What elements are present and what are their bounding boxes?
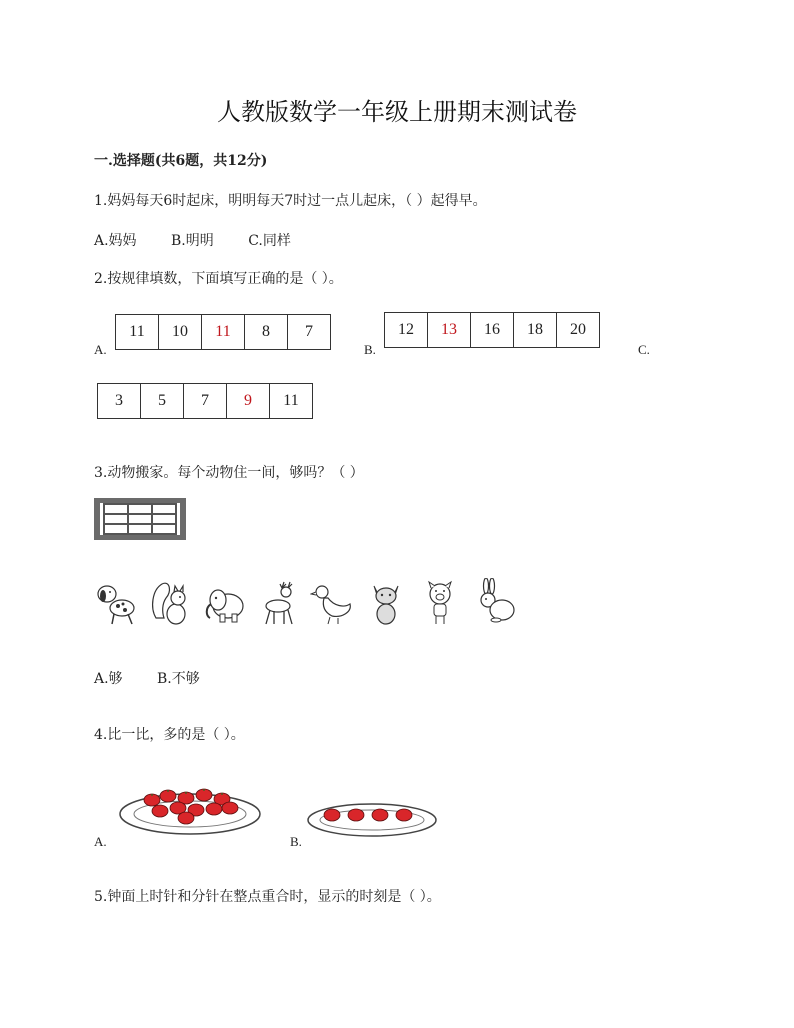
house-shelf-icon bbox=[94, 498, 186, 540]
seq-cell-highlight: 9 bbox=[227, 384, 270, 418]
seq-cell: 7 bbox=[305, 323, 313, 340]
duck-icon bbox=[310, 578, 354, 628]
seq-cell: 18 bbox=[514, 313, 557, 347]
seq-cell: 12 bbox=[385, 313, 428, 347]
plate-many-tomatoes-icon bbox=[116, 778, 264, 840]
option-a-label[interactable]: A. bbox=[94, 834, 107, 849]
question-1: 1.妈妈每天6时起床，明明每天7时过一点儿起床，（ ）起得早。 bbox=[94, 193, 487, 209]
page-title: 人教版数学一年级上册期末测试卷 bbox=[217, 98, 577, 126]
seq-cell-highlight: 13 bbox=[428, 313, 471, 347]
option-a[interactable]: A.妈妈 bbox=[94, 233, 137, 249]
seq-cell: 10 bbox=[159, 315, 202, 349]
animals-row bbox=[94, 578, 516, 628]
seq-cell: 8 bbox=[245, 315, 288, 349]
elephant-icon bbox=[202, 578, 246, 628]
seq-cell: 11 bbox=[116, 315, 159, 349]
seq-cell: 11 bbox=[283, 392, 299, 409]
rabbit-icon bbox=[472, 578, 516, 628]
question-4: 4.比一比，多的是（ ）。 bbox=[94, 727, 245, 743]
sequence-a bbox=[115, 314, 331, 350]
section-heading: 一.选择题(共6题，共12分) bbox=[94, 153, 268, 169]
option-b-label[interactable]: B. bbox=[364, 342, 376, 357]
question-2: 2.按规律填数，下面填写正确的是（ ）。 bbox=[94, 271, 343, 287]
squirrel-icon bbox=[148, 578, 192, 628]
seq-cell: 16 bbox=[471, 313, 514, 347]
seq-cell: 5 bbox=[141, 384, 184, 418]
question-3: 3.动物搬家。每个动物住一间，够吗？（ ） bbox=[94, 465, 364, 481]
option-a[interactable]: A.够 bbox=[94, 671, 123, 687]
cat-icon bbox=[364, 578, 408, 628]
dog-icon bbox=[94, 578, 138, 628]
question-5: 5.钟面上时针和分针在整点重合时，显示的时刻是（ ）。 bbox=[94, 889, 441, 905]
option-b[interactable]: B.明明 bbox=[171, 233, 214, 249]
seq-cell: 7 bbox=[184, 384, 227, 418]
deer-icon bbox=[256, 578, 300, 628]
sequence-b bbox=[384, 312, 600, 348]
option-c[interactable]: C.同样 bbox=[248, 233, 291, 249]
option-b-label[interactable]: B. bbox=[290, 834, 302, 849]
question-3-options bbox=[94, 668, 230, 688]
question-1-options bbox=[94, 230, 321, 250]
sequence-c bbox=[97, 383, 313, 419]
option-c-label[interactable]: C. bbox=[638, 342, 650, 357]
option-b[interactable]: B.不够 bbox=[157, 671, 200, 687]
seq-cell: 3 bbox=[98, 384, 141, 418]
seq-cell-highlight: 11 bbox=[202, 315, 245, 349]
pig-icon bbox=[418, 578, 462, 628]
option-a-label[interactable]: A. bbox=[94, 342, 107, 357]
plate-few-tomatoes-icon bbox=[304, 796, 440, 840]
seq-cell: 20 bbox=[570, 321, 586, 338]
